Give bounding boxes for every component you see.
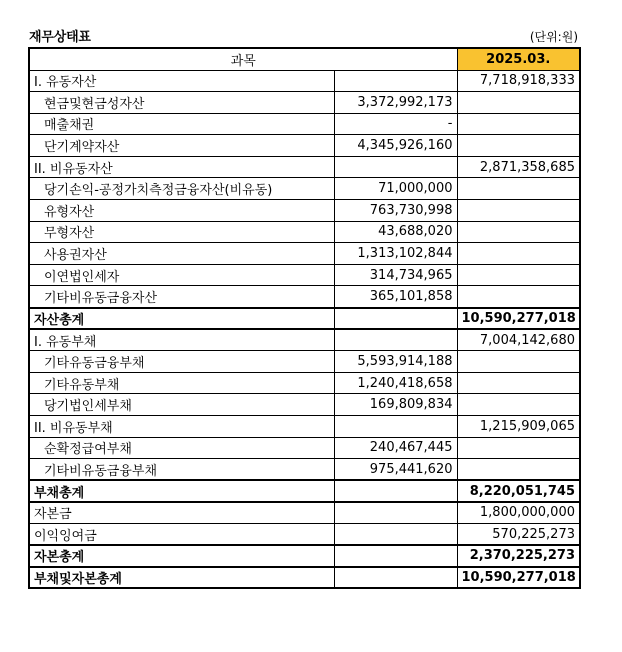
- row-total-amount: [457, 437, 580, 459]
- row-label: 매출채권: [29, 113, 334, 135]
- row-total-amount: 7,004,142,680: [457, 329, 580, 351]
- row-total-amount: 10,590,277,018: [457, 308, 580, 330]
- row-total-amount: [457, 221, 580, 243]
- table-row: [29, 92, 580, 114]
- row-total-amount: [457, 459, 580, 481]
- table-row: [29, 113, 580, 135]
- table-row: [29, 567, 580, 589]
- row-label: I. 유동자산: [29, 70, 334, 92]
- table-row: [29, 70, 580, 92]
- unit-label: (단위:원): [529, 30, 578, 44]
- row-total-amount: [457, 200, 580, 222]
- table-row: [29, 394, 580, 416]
- row-total-amount: 570,225,273: [457, 523, 580, 545]
- row-detail-amount: [334, 156, 457, 178]
- row-detail-amount: [334, 416, 457, 438]
- row-label: 사용권자산: [29, 243, 334, 265]
- row-total-amount: [457, 372, 580, 394]
- table-row: [29, 329, 580, 351]
- row-label: 이익잉여금: [29, 523, 334, 545]
- row-detail-amount: [334, 308, 457, 330]
- row-detail-amount: 365,101,858: [334, 286, 457, 308]
- column-header-item: 과목: [29, 48, 457, 70]
- table-row: [29, 178, 580, 200]
- row-detail-amount: [334, 70, 457, 92]
- table-row: [29, 523, 580, 545]
- row-detail-amount: 5,593,914,188: [334, 351, 457, 373]
- row-detail-amount: 314,734,965: [334, 264, 457, 286]
- row-detail-amount: [334, 545, 457, 567]
- row-total-amount: [457, 264, 580, 286]
- row-detail-amount: 4,345,926,160: [334, 135, 457, 157]
- table-row: [29, 351, 580, 373]
- row-label: 당기손익-공정가치측정금융자산(비유동): [29, 178, 334, 200]
- row-detail-amount: 240,467,445: [334, 437, 457, 459]
- row-label: 순확정급여부채: [29, 437, 334, 459]
- row-detail-amount: [334, 502, 457, 524]
- row-detail-amount: [334, 523, 457, 545]
- table-row: [29, 221, 580, 243]
- table-row: [29, 156, 580, 178]
- table-row: [29, 200, 580, 222]
- row-label: 이연법인세자: [29, 264, 334, 286]
- row-label: 기타비유동금융부채: [29, 459, 334, 481]
- row-total-amount: [457, 178, 580, 200]
- table-row: [29, 308, 580, 330]
- table-row: [29, 372, 580, 394]
- row-detail-amount: 1,240,418,658: [334, 372, 457, 394]
- row-label: 자본금: [29, 502, 334, 524]
- row-detail-amount: 1,313,102,844: [334, 243, 457, 265]
- row-label: 부채총계: [29, 480, 334, 502]
- row-label: 기타비유동금융자산: [29, 286, 334, 308]
- row-label: II. 비유동부채: [29, 416, 334, 438]
- row-label: 기타유동금융부채: [29, 351, 334, 373]
- row-total-amount: [457, 113, 580, 135]
- row-detail-amount: [334, 480, 457, 502]
- row-total-amount: [457, 243, 580, 265]
- row-detail-amount: -: [334, 113, 457, 135]
- row-label: 유형자산: [29, 200, 334, 222]
- table-row: [29, 437, 580, 459]
- row-label: 당기법인세부채: [29, 394, 334, 416]
- row-total-amount: [457, 135, 580, 157]
- row-total-amount: 8,220,051,745: [457, 480, 580, 502]
- row-detail-amount: 169,809,834: [334, 394, 457, 416]
- row-label: 자본총계: [29, 545, 334, 567]
- table-row: [29, 135, 580, 157]
- row-total-amount: 1,800,000,000: [457, 502, 580, 524]
- table-row: [29, 286, 580, 308]
- row-total-amount: 10,590,277,018: [457, 567, 580, 589]
- row-detail-amount: [334, 329, 457, 351]
- row-total-amount: [457, 351, 580, 373]
- row-label: 무형자산: [29, 221, 334, 243]
- row-detail-amount: 763,730,998: [334, 200, 457, 222]
- table-row: [29, 502, 580, 524]
- row-total-amount: [457, 286, 580, 308]
- column-header-period: 2025.03.: [457, 48, 580, 70]
- row-label: I. 유동부채: [29, 329, 334, 351]
- table-row: [29, 264, 580, 286]
- row-total-amount: 2,370,225,273: [457, 545, 580, 567]
- row-detail-amount: 3,372,992,173: [334, 92, 457, 114]
- row-total-amount: 1,215,909,065: [457, 416, 580, 438]
- row-label: 기타유동부채: [29, 372, 334, 394]
- row-total-amount: 2,871,358,685: [457, 156, 580, 178]
- row-total-amount: [457, 92, 580, 114]
- table-row: [29, 416, 580, 438]
- row-label: 현금및현금성자산: [29, 92, 334, 114]
- table-body: [29, 70, 580, 588]
- row-label: 자산총계: [29, 308, 334, 330]
- row-label: 단기계약자산: [29, 135, 334, 157]
- table-row: [29, 545, 580, 567]
- table-header-row: [29, 48, 580, 70]
- row-total-amount: 7,718,918,333: [457, 70, 580, 92]
- row-label: II. 비유동자산: [29, 156, 334, 178]
- table-row: [29, 480, 580, 502]
- table-row: [29, 459, 580, 481]
- table-row: [29, 243, 580, 265]
- balance-sheet-table: [28, 47, 581, 589]
- row-detail-amount: [334, 567, 457, 589]
- statement-title: 재무상태표: [29, 30, 91, 45]
- row-detail-amount: 71,000,000: [334, 178, 457, 200]
- row-detail-amount: 975,441,620: [334, 459, 457, 481]
- row-label: 부채및자본총계: [29, 567, 334, 589]
- row-detail-amount: 43,688,020: [334, 221, 457, 243]
- row-total-amount: [457, 394, 580, 416]
